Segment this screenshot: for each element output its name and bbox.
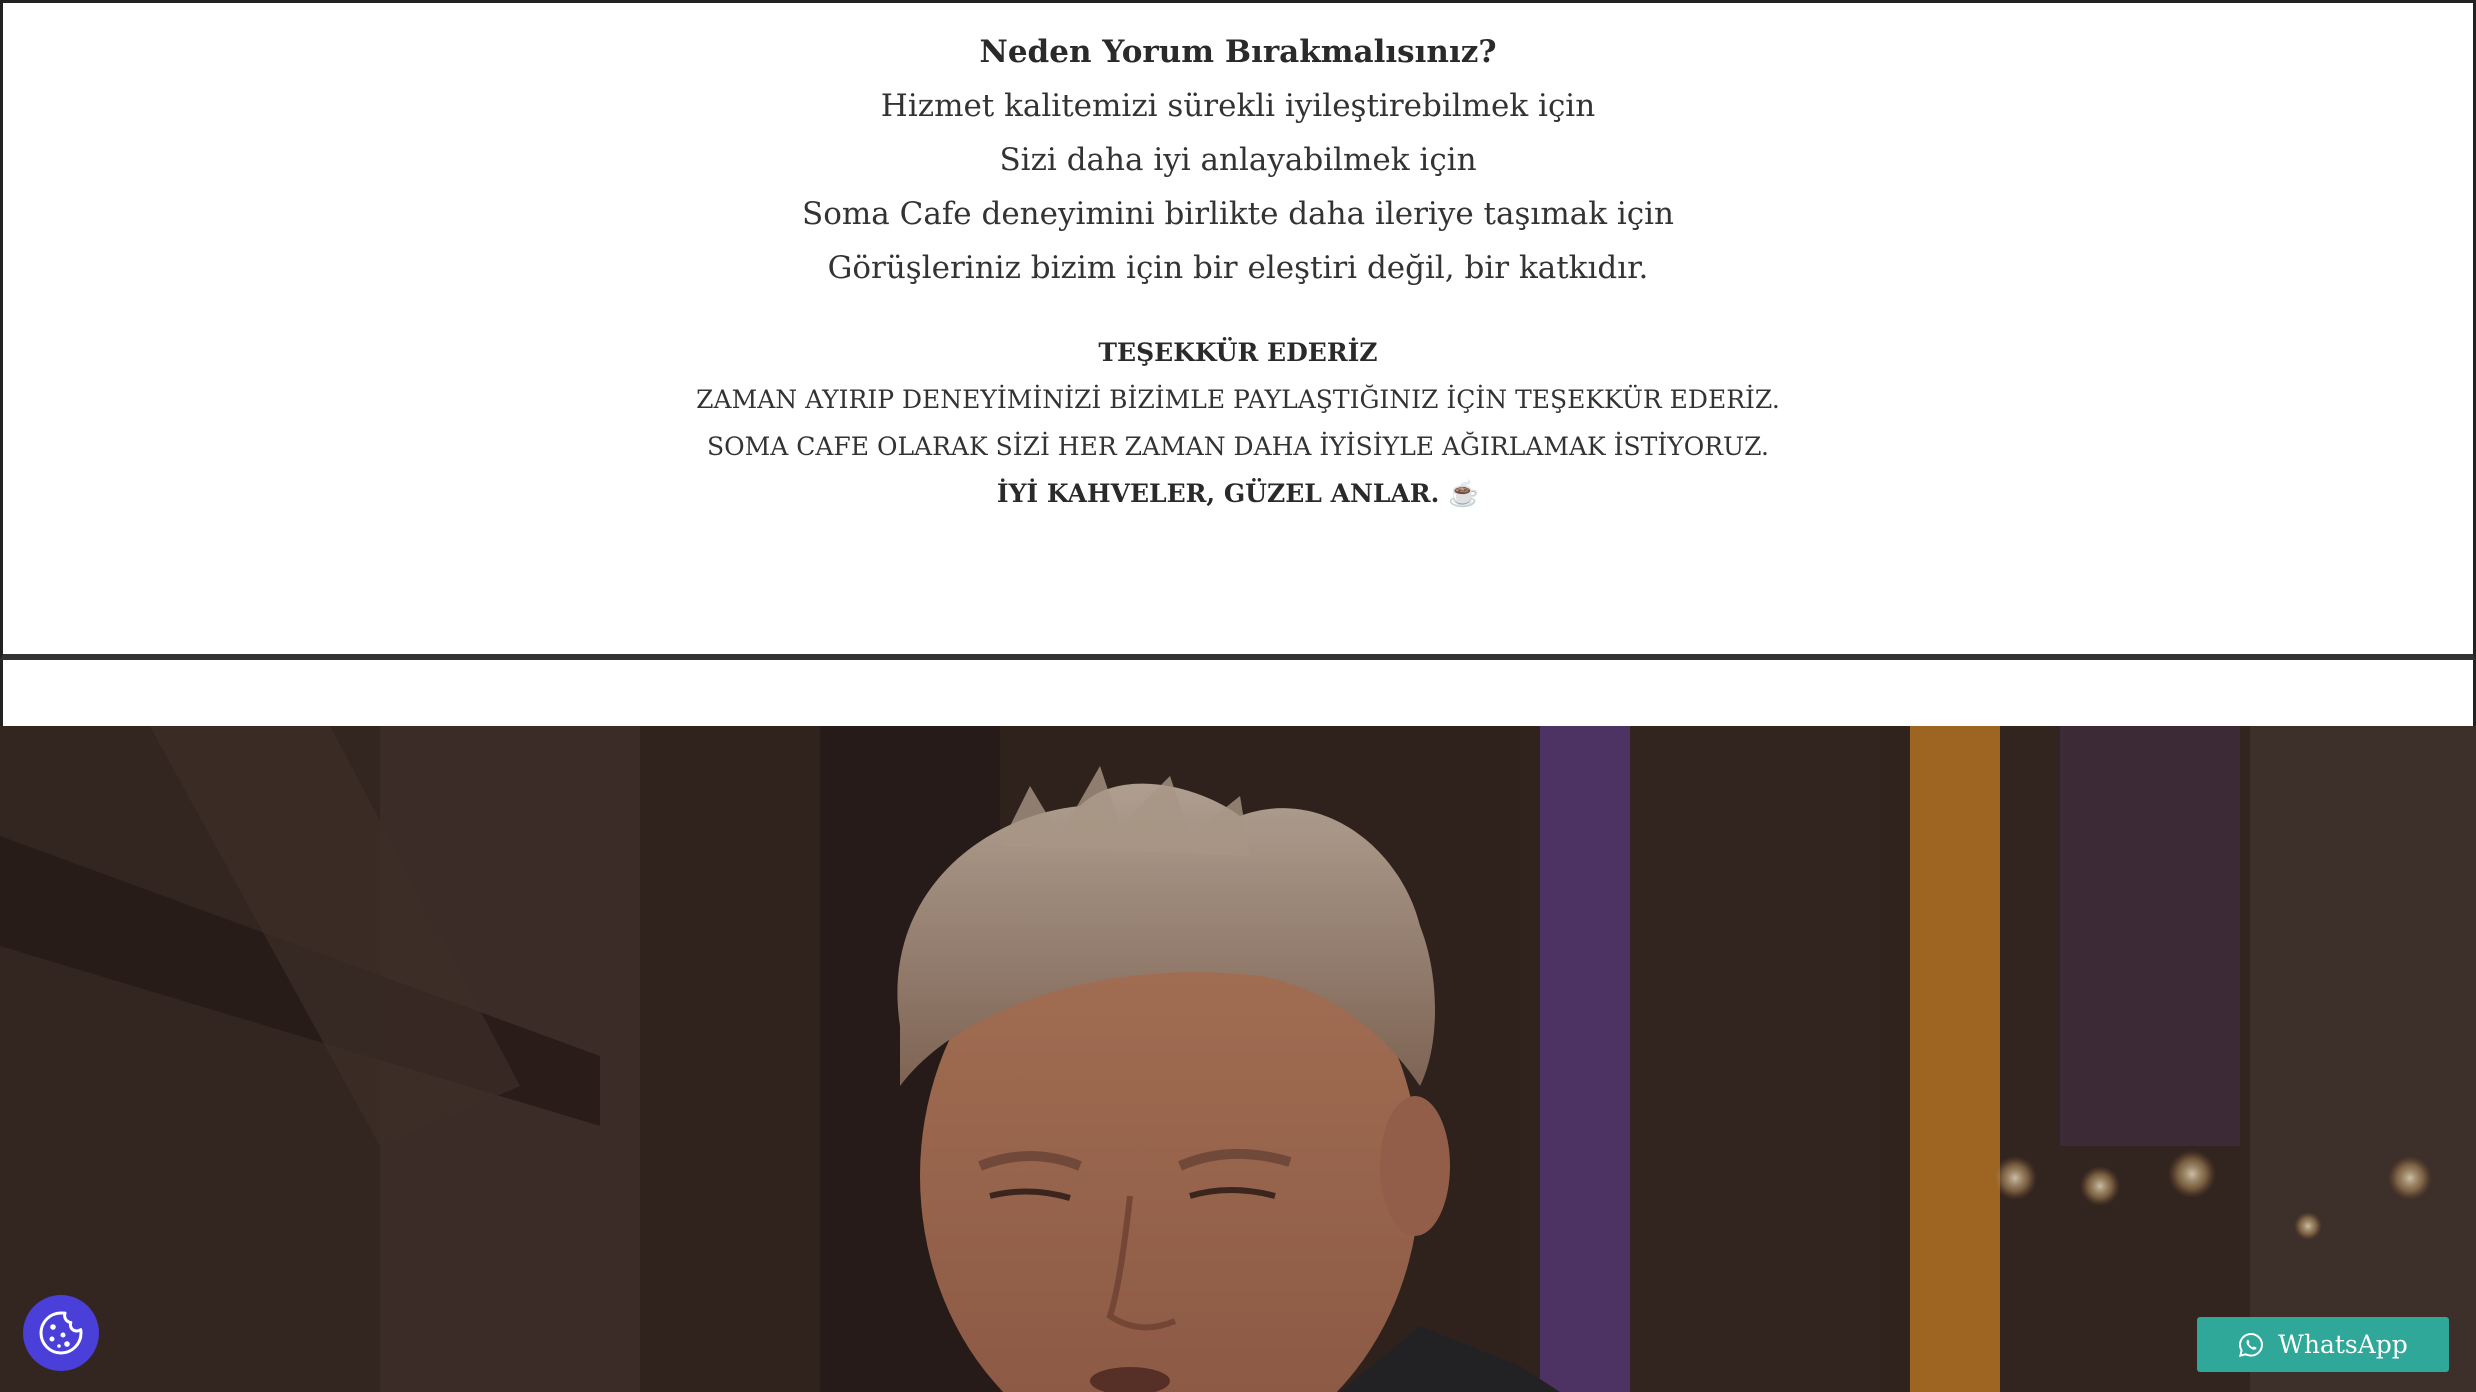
- thanks-title: TEŞEKKÜR EDERİZ: [1098, 338, 1378, 367]
- thanks-block: [3, 329, 2473, 517]
- cookie-settings-button[interactable]: [23, 1295, 99, 1371]
- why-review-line: Sizi daha iyi anlayabilmek için: [999, 142, 1477, 178]
- whatsapp-button-label: WhatsApp: [2278, 1330, 2408, 1359]
- why-review-line: Görüşleriniz bizim için bir eleştiri değil, bir katkıdır.: [827, 250, 1649, 286]
- thanks-final-line: İYİ KAHVELER, GÜZEL ANLAR. ☕: [996, 479, 1480, 508]
- why-review-line: Hizmet kalitemizi sürekli iyileştirebilmek için: [880, 88, 1596, 124]
- cookie-icon: [37, 1309, 85, 1357]
- section-divider: [0, 660, 2476, 726]
- chef-photo: [0, 726, 2476, 1392]
- whatsapp-icon: [2238, 1332, 2264, 1358]
- why-review-block: [3, 25, 2473, 295]
- why-review-title: Neden Yorum Bırakmalısınız?: [979, 34, 1497, 70]
- thanks-line: ZAMAN AYIRIP DENEYİMİNİZİ BİZİMLE PAYLAŞTIĞINIZ İÇİN TEŞEKKÜR EDERİZ.: [696, 385, 1780, 414]
- whatsapp-button[interactable]: [2197, 1317, 2449, 1372]
- thanks-line: SOMA CAFE OLARAK SİZİ HER ZAMAN DAHA İYİSİYLE AĞIRLAMAK İSTİYORUZ.: [707, 432, 1769, 461]
- review-info-section: [0, 0, 2476, 660]
- why-review-line: Soma Cafe deneyimini birlikte daha ileriye taşımak için: [801, 196, 1674, 232]
